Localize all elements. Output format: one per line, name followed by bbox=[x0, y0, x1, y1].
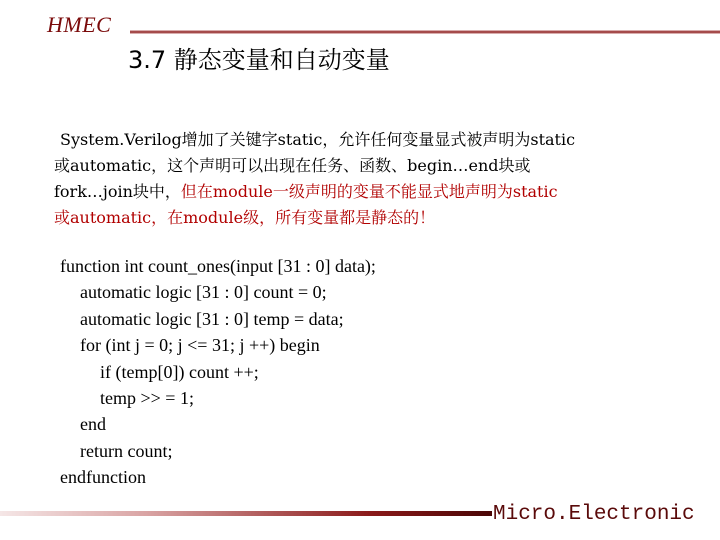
paragraph-line-1: System.Verilog增加了关键字static，允许任何变量显式被声明为static bbox=[60, 130, 576, 149]
slide-title: 3.7 静态变量和自动变量 bbox=[128, 46, 390, 74]
code-block bbox=[60, 253, 376, 491]
code-line: automatic logic [31 : 0] count = 0; bbox=[80, 282, 327, 303]
footer-divider bbox=[0, 511, 492, 516]
highlighted-text: 或automatic，在module级，所有变量都是静态的！ bbox=[54, 208, 436, 227]
code-line: end bbox=[80, 414, 106, 435]
footer-label: Micro.Electronic bbox=[493, 503, 695, 526]
code-line: temp >> = 1; bbox=[100, 388, 194, 409]
code-line: function int count_ones(input [31 : 0] data); bbox=[60, 256, 376, 276]
header-divider bbox=[130, 30, 720, 34]
code-line: return count; bbox=[80, 440, 173, 461]
paragraph-line-4 bbox=[54, 205, 654, 231]
brand-logo: HMEC bbox=[47, 12, 112, 37]
paragraph-line-3: fork…join块中，但在module一级声明的变量不能显式地声明为static bbox=[54, 182, 558, 201]
highlighted-text: 但在module一级声明的变量不能显式地声明为static bbox=[180, 182, 558, 201]
code-line: for (int j = 0; j <= 31; j ++) begin bbox=[80, 335, 320, 356]
code-line: automatic logic [31 : 0] temp = data; bbox=[80, 308, 344, 329]
paragraph-line-2: 或automatic，这个声明可以出现在任务、函数、begin…end块或 bbox=[54, 156, 531, 175]
body-paragraph bbox=[54, 127, 654, 231]
code-line: if (temp[0]) count ++; bbox=[100, 361, 259, 382]
code-line: endfunction bbox=[60, 467, 146, 488]
